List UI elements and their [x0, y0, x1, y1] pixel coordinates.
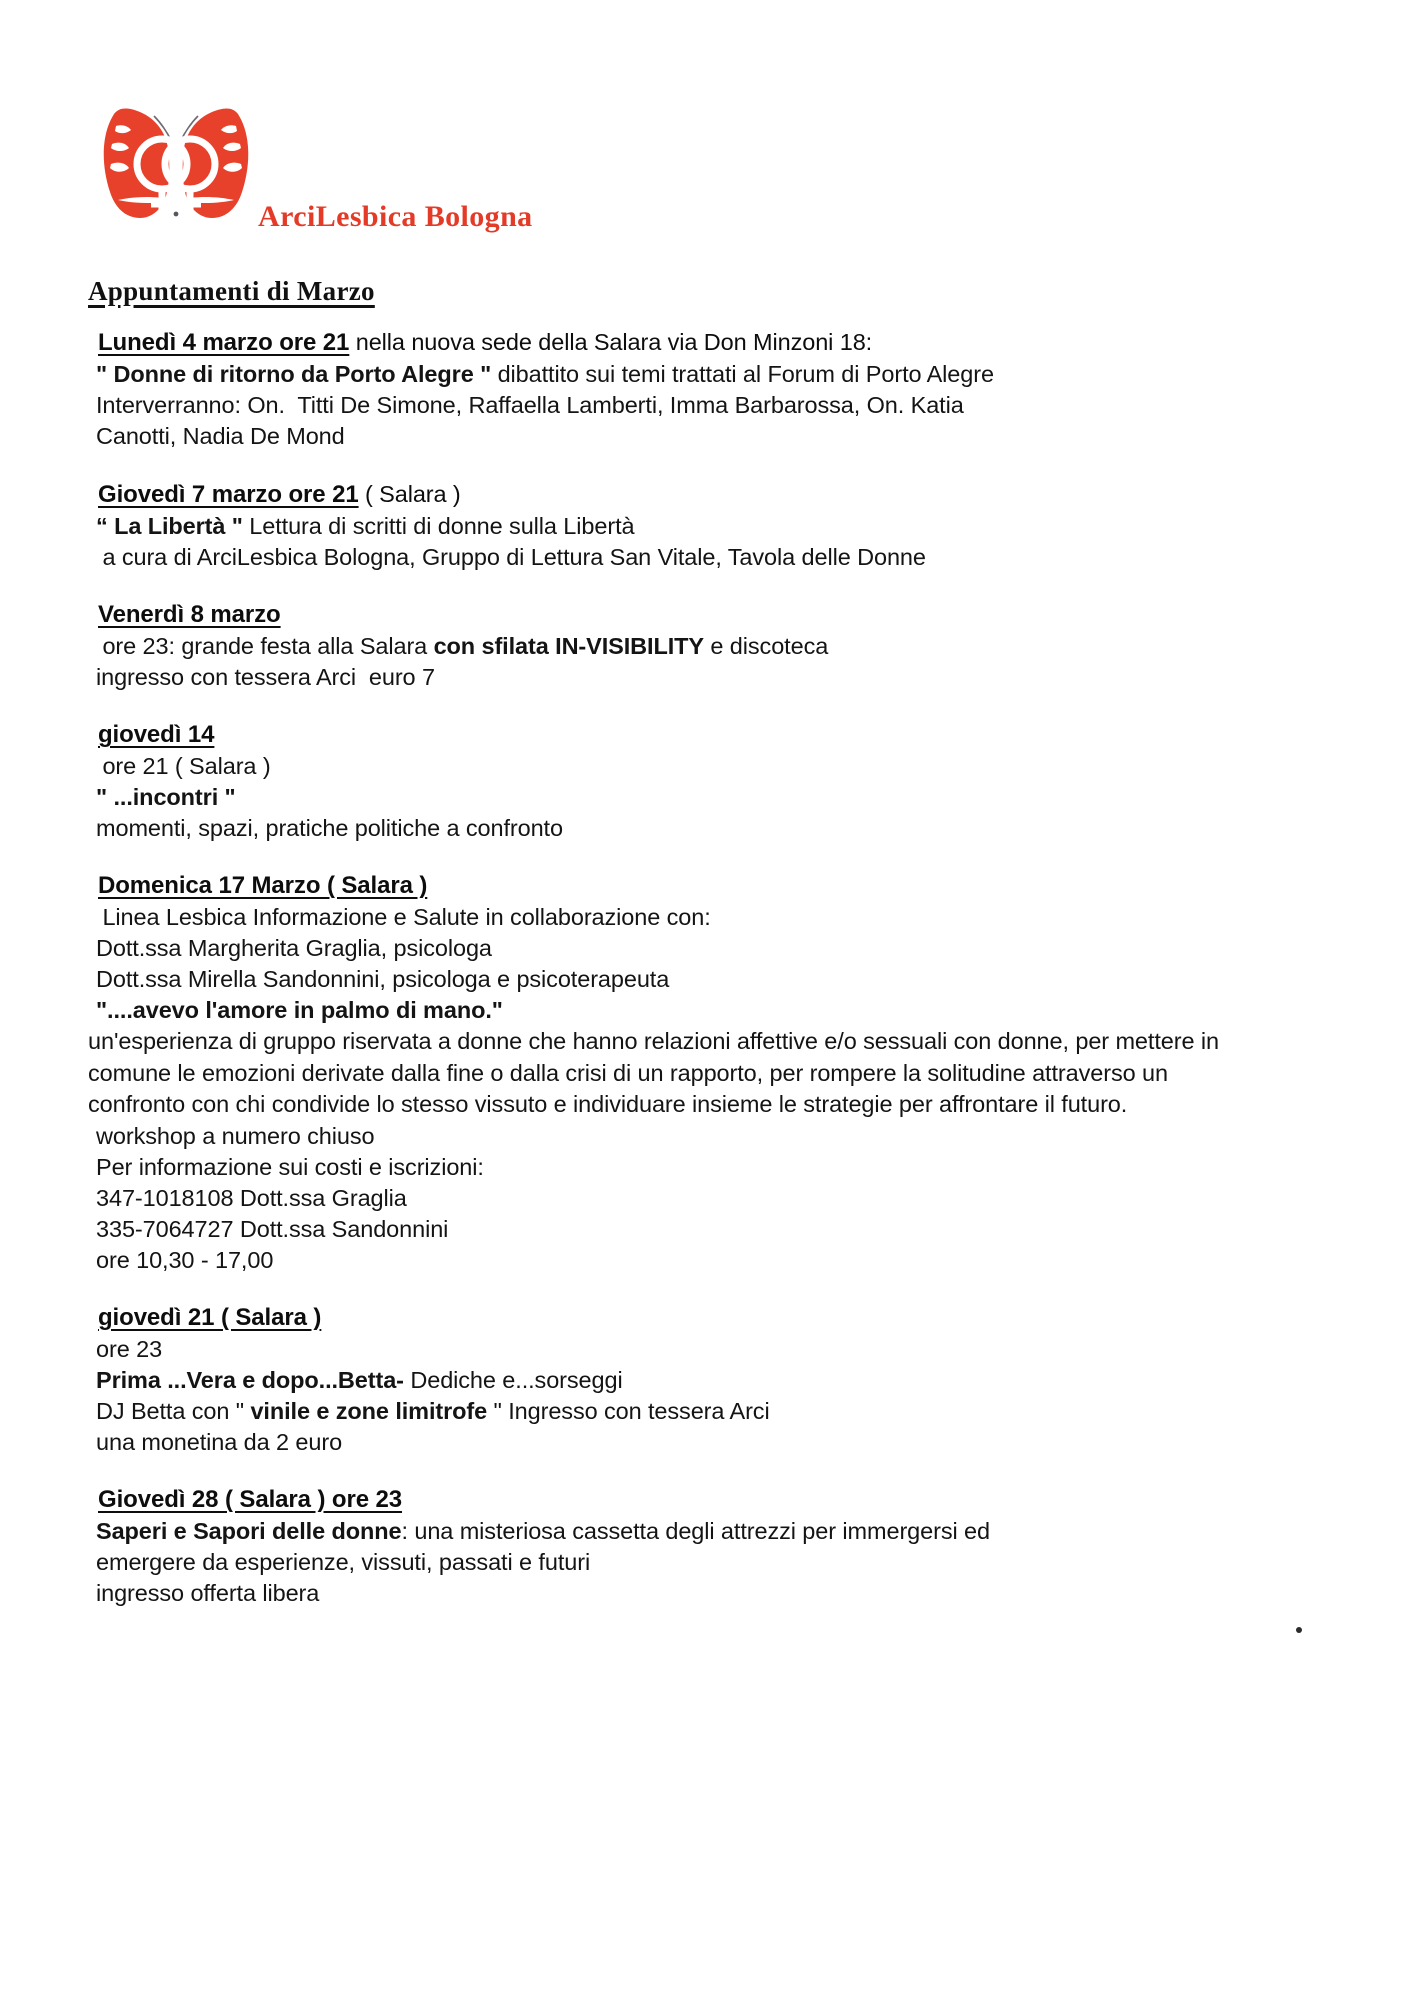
line-text: e discoteca [703, 633, 829, 659]
event-date: Lunedì 4 marzo ore 21 [98, 329, 350, 356]
event-line [88, 631, 1328, 662]
event-line [88, 511, 1328, 542]
ink-speck [1296, 1627, 1302, 1633]
line-text: Canotti, Nadia De Mond [96, 423, 345, 449]
line-text: momenti, spazi, pratiche politiche a confronto [96, 815, 563, 841]
event-line [88, 359, 1328, 390]
line-text: Dediche e...sorseggi [403, 1366, 623, 1393]
line-text: ingresso con tessera Arci euro 7 [96, 664, 435, 690]
event-header [88, 870, 1328, 902]
page-title: Appuntamenti di Marzo [88, 276, 375, 306]
line-text: Lettura di scritti di donne sulla Libertà [242, 513, 635, 539]
event-line [88, 1547, 1328, 1578]
event-line [88, 421, 1328, 452]
line-emphasis: vinile e zone limitrofe [250, 1397, 488, 1424]
event-line [88, 933, 1328, 964]
event-giovedi-28 [88, 1484, 1328, 1609]
event-header [88, 1484, 1328, 1516]
line-emphasis: Saperi e Sapori delle donne [96, 1517, 402, 1544]
event-date: Domenica 17 Marzo ( Salara ) [98, 872, 428, 899]
event-header [88, 478, 1328, 511]
event-giovedi-14 [88, 719, 1328, 844]
event-line [88, 1334, 1328, 1365]
line-text: ore 21 ( Salara ) [96, 753, 271, 779]
event-header [88, 1302, 1328, 1334]
event-domenica-17-marzo [88, 870, 1328, 1276]
event-line [88, 1427, 1328, 1458]
event-paragraph: un'esperienza di gruppo riservata a donne che hanno relazioni affettive e/o sessuali con donne, per mettere in comune le emozioni derivate dalla fine o dalla crisi di un rapporto, per rompere la solitudine attraverso un confronto con chi condivide lo stesso vissuto e individuare insieme le strategie per affrontare il futuro. [88, 1028, 1219, 1117]
line-emphasis: Prima ...Vera e dopo...Betta- [96, 1366, 404, 1393]
event-giovedi-21 [88, 1302, 1328, 1458]
line-text: Interverranno: On. Titti De Simone, Raffaella Lamberti, Imma Barbarossa, On. Katia [96, 392, 964, 418]
event-date: Giovedì 28 ( Salara ) ore 23 [98, 1485, 403, 1513]
line-emphasis: “ La Libertà " [96, 513, 243, 539]
line-text: Linea Lesbica Informazione e Salute in collaborazione con: [96, 904, 711, 930]
line-emphasis: con sfilata IN-VISIBILITY [433, 633, 704, 659]
line-text: : una misteriosa cassetta degli attrezzi per immergersi ed [401, 1517, 990, 1544]
line-text: a cura di ArciLesbica Bologna, Gruppo di Lettura San Vitale, Tavola delle Donne [96, 544, 926, 570]
line-pre: ore 23: grande festa alla Salara [96, 633, 434, 659]
line-text: ore 23 [96, 1335, 163, 1362]
line-text: ingresso offerta libera [96, 1579, 320, 1606]
event-detail-line: workshop a numero chiuso [96, 1122, 375, 1149]
letterhead [96, 96, 716, 266]
event-venerdi-8-marzo [88, 599, 1328, 693]
event-header [88, 326, 1328, 359]
line-text: Dott.ssa Mirella Sandonnini, psicologa e psicoterapeuta [96, 966, 670, 992]
line-text: una monetina da 2 euro [96, 1428, 343, 1455]
event-date: giovedì 21 ( Salara ) [98, 1303, 322, 1331]
line-pre: DJ Betta con " [96, 1397, 251, 1424]
line-emphasis: "....avevo l'amore in palmo di mano." [96, 997, 503, 1023]
event-line [88, 1365, 1328, 1396]
event-line [88, 995, 1328, 1026]
line-text: Dott.ssa Margherita Graglia, psicologa [96, 935, 492, 961]
event-date: Venerdì 8 marzo [98, 601, 281, 628]
event-line [88, 782, 1328, 813]
butterfly-double-venus-icon [96, 96, 256, 228]
event-line [88, 1578, 1328, 1609]
event-line [88, 390, 1328, 421]
event-detail-line: 335-7064727 Dott.ssa Sandonnini [96, 1215, 449, 1242]
event-line [88, 902, 1328, 933]
event-giovedi-7-marzo [88, 478, 1328, 573]
event-detail-line: 347-1018108 Dott.ssa Graglia [96, 1184, 407, 1211]
event-detail-line: Per informazione sui costi e iscrizioni: [96, 1153, 484, 1180]
event-header-rest: nella nuova sede della Salara via Don Minzoni 18: [349, 329, 873, 355]
event-line [88, 1396, 1328, 1427]
event-detail-line: ore 10,30 - 17,00 [96, 1246, 274, 1273]
event-line [88, 1516, 1328, 1547]
line-text: dibattito sui temi trattati al Forum di Porto Alegre [491, 361, 994, 387]
event-line [88, 751, 1328, 782]
event-date: Giovedì 7 marzo ore 21 [98, 481, 359, 508]
organization-name: ArciLesbica Bologna [258, 200, 533, 233]
line-text: " Ingresso con tessera Arci [487, 1397, 770, 1424]
event-lunedi-4-marzo [88, 326, 1328, 452]
event-header-rest: ( Salara ) [358, 481, 461, 507]
event-header [88, 599, 1328, 631]
line-emphasis: " ...incontri " [96, 784, 236, 810]
event-line [88, 964, 1328, 995]
event-date: giovedì 14 [98, 721, 215, 748]
event-header [88, 719, 1328, 751]
event-line [88, 662, 1328, 693]
event-line [88, 542, 1328, 573]
events-list [88, 326, 1328, 1635]
line-text: emergere da esperienze, vissuti, passati e futuri [96, 1548, 591, 1575]
line-emphasis: " Donne di ritorno da Porto Alegre " [96, 361, 492, 387]
event-line [88, 813, 1328, 844]
